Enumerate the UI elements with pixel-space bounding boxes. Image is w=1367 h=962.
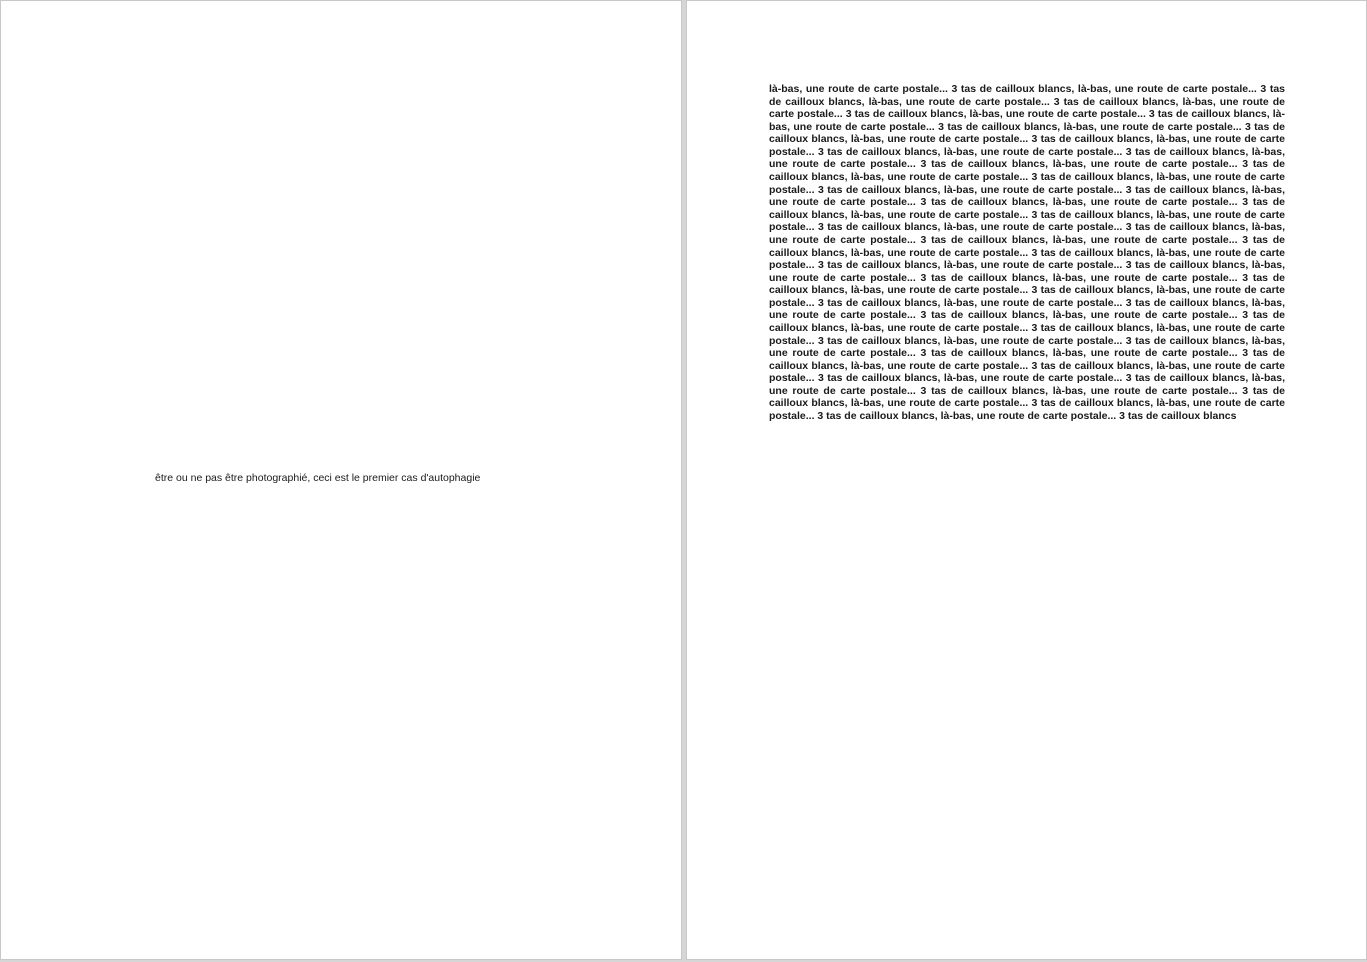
left-page	[0, 0, 682, 960]
text-closing: 3 tas de cailloux blancs	[1119, 410, 1237, 423]
text-opening: là-bas, une route de carte postale...	[769, 83, 948, 95]
text-repeats: 3 tas de cailloux blancs, là-bas, une route de carte postale... 3 tas de cailloux blancs, là-bas, une route de carte postale... 3 tas de cailloux blancs, là-bas, une route de carte postale... 3 tas de cailloux blancs, là-bas, une route de carte postale... 3 tas de cailloux blancs, là-bas, une route de carte postale... 3 tas de cailloux blancs, là-bas, une route de carte postale... 3 tas de cailloux blancs, là-bas, une route de carte postale... 3 tas de cailloux blancs, là-bas, une route de carte postale... 3 tas de cailloux blancs, là-bas, une route de carte postale... 3 tas de cailloux blancs, là-bas, une route de carte postale... 3 tas de cailloux blancs, là-bas, une route de carte postale... 3 tas de cailloux blancs, là-bas, une route de carte postale... 3 tas de cailloux blancs, là-bas, une route de carte postale... 3 tas de cailloux blancs, là-bas, une route de carte postale... 3 tas de cailloux blancs, là-bas, une route de carte postale... 3 tas de cailloux blancs, là-bas, une route de carte postale... 3 tas de cailloux blancs, là-bas, une route de carte postale... 3 tas de cailloux blancs, là-bas, une route de carte postale... 3 tas de cailloux blancs, là-bas, une route de carte postale... 3 tas de cailloux blancs, là-bas, une route de carte postale... 3 tas de cailloux blancs, là-bas, une route de carte postale... 3 tas de cailloux blancs, là-bas, une route de carte postale... 3 tas de cailloux blancs, là-bas, une route de carte postale... 3 tas de cailloux blancs, là-bas, une route de carte postale... 3 tas de cailloux blancs, là-bas, une route de carte postale... 3 tas de cailloux blancs, là-bas, une route de carte postale... 3 tas de cailloux blancs, là-bas, une route de carte postale... 3 tas de cailloux blancs, là-bas, une route de carte postale... 3 tas de cailloux blancs, là-bas, une route de carte postale... 3 tas de cailloux blancs, là-bas, une route de carte postale... 3 tas de cailloux blancs, là-bas, une route de carte postale... 3 tas de cailloux blancs, là-bas, une route de carte postale... 3 tas de cailloux blancs, là-bas, une route de carte postale... 3 tas de cailloux blancs, là-bas, une route de carte postale... 3 tas de cailloux blancs, là-bas, une route de carte postale... 3 tas de cailloux blancs, là-bas, une route de carte postale... 3 tas de cailloux blancs, là-bas, une route de carte postale... 3 tas de cailloux blancs, là-bas, une route de carte postale... 3 tas de cailloux blancs, là-bas, une route de carte postale... 3 tas de cailloux blancs, là-bas, une route de carte postale... 3 tas de cailloux blancs, là-bas, une route de carte postale... 3 tas de cailloux blancs, là-bas, une route de carte postale... 3 tas de cailloux blancs, là-bas, une route de carte postale... 3 tas de cailloux blancs, là-bas, une route de carte postale...	[769, 83, 1285, 423]
page-caption: être ou ne pas être photographié, ceci est le premier cas d'autophagie	[155, 472, 481, 484]
repeated-text-block	[769, 83, 1285, 423]
right-page	[686, 0, 1367, 960]
